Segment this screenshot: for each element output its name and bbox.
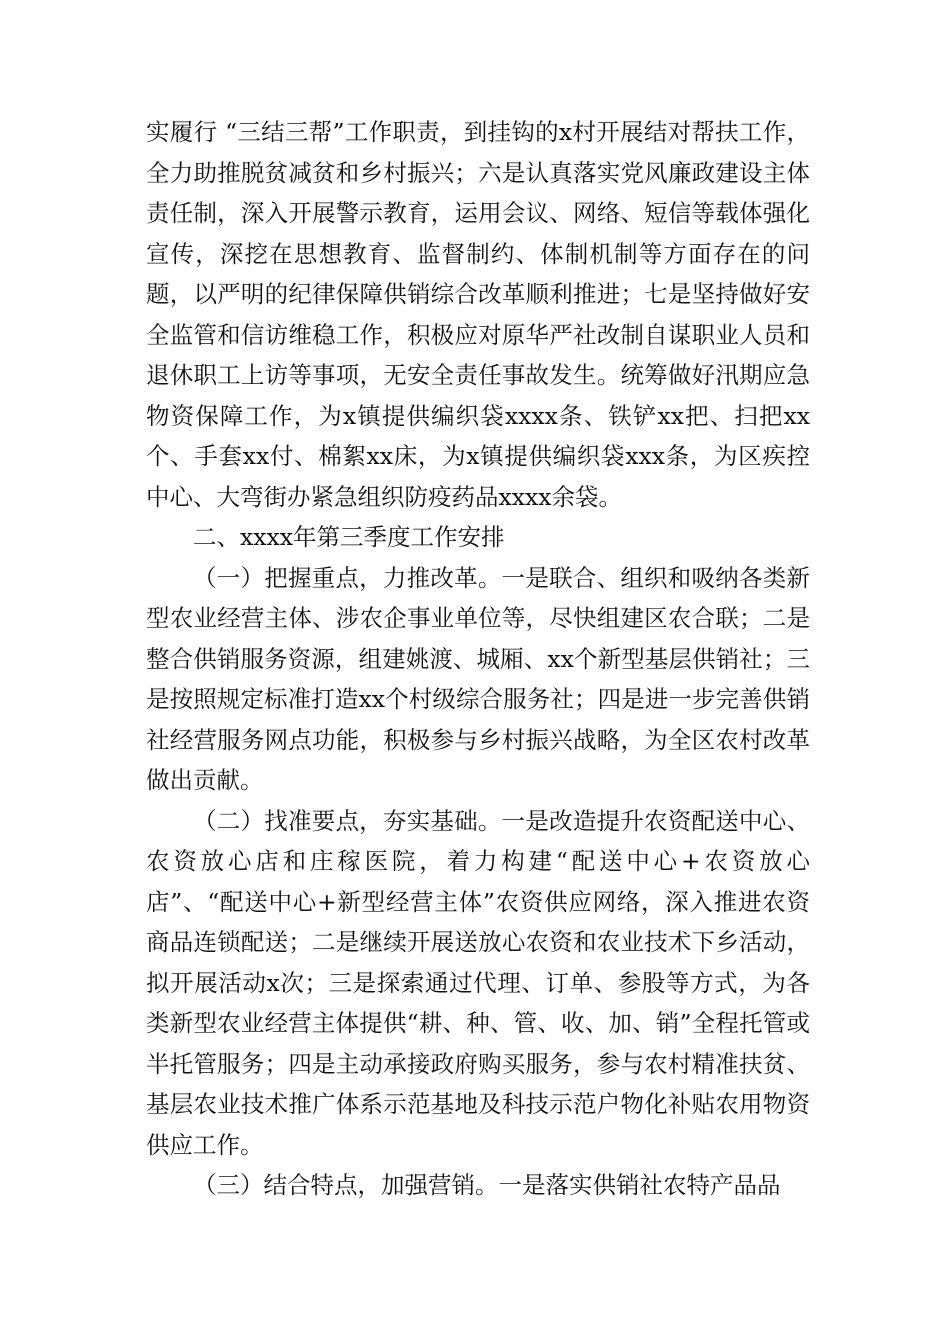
section-heading: 二、xxxx年第三季度工作安排 (193, 523, 505, 551)
paragraph-foundation: （二）找准要点，夯实基础。一是改造提升农资配送中心、农资放心店和庄稼医院，着力构建“配送中心+农资放心店”、“配送中心+新型经营主体”农资供应网络，深入推进农资商品连锁配送；二是继续开展送放心农资和农业技术下乡活动，拟开展活动x次；三是探索通过代理、订单、参股等方式，为各类新型农业经营主体提供“耕、种、管、收、加、销”全程托管或半托管服务；四是主动承接政府购买服务，参与农村精准扶贫、基层农业技术推广体系示范基地及科技示范户物化补贴农用物资供应工作。 (146, 806, 810, 1159)
paragraph-marketing: （三）结合特点，加强营销。一是落实供销社农特产品品 (193, 1171, 781, 1199)
document-body (146, 112, 810, 1206)
paragraph-reform: （一）把握重点，力推改革。一是联合、组织和吸纳各类新型农业经营主体、涉农企事业单位等，尽快组建区农合联；二是整合供销服务资源，组建姚渡、城厢、xx个新型基层供销社；三是按照规定标准打造xx个村级综合服务社；四是进一步完善供销社经营服务网点功能，积极参与乡村振兴战略，为全区农村改革做出贡献。 (146, 563, 810, 794)
paragraph-continuation: 实履行 “三结三帮”工作职责，到挂钩的x村开展结对帮扶工作，全力助推脱贫减贫和乡村振兴；六是认真落实党风廉政建设主体责任制，深入开展警示教育，运用会议、网络、短信等载体强化宣传，深挖在思想教育、监督制约、体制机制等方面存在的问题，以严明的纪律保障供销综合改革顺利推进；七是坚持做好安全监管和信访维稳工作，积极应对原华严社改制自谋职业人员和退休职工上访等事项，无安全责任事故发生。统筹做好汛期应急物资保障工作，为x镇提供编织袋xxxx条、铁铲xx把、扫把xx个、手套xx付、棉絮xx床，为x镇提供编织袋xxx条，为区疾控中心、大弯街办紧急组织防疫药品xxxx余袋。 (146, 118, 810, 511)
